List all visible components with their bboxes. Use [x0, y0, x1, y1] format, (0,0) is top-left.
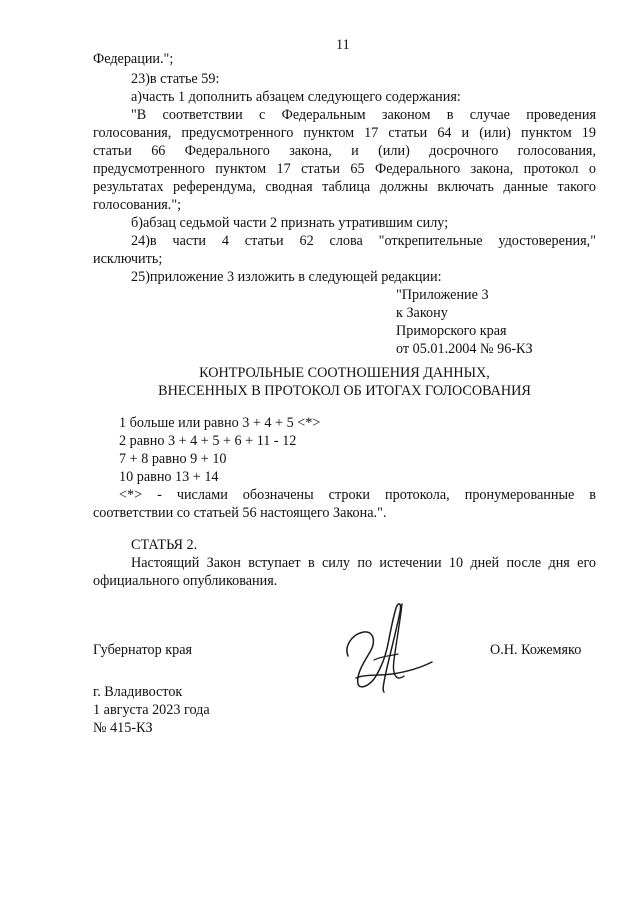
appendix-line: "Приложение 3 [396, 287, 489, 303]
text-line: Федерации."; [93, 51, 174, 67]
ratio-footnote: <*> - числами обозначены строки протокола, пронумерованные в [119, 487, 596, 503]
ratio-line: 7 + 8 равно 9 + 10 [119, 451, 227, 467]
ratio-line: 2 равно 3 + 4 + 5 + 6 + 11 - 12 [119, 433, 297, 449]
ratio-footnote: соответствии со статьей 56 настоящего Закона.". [93, 505, 387, 521]
text-line: 24)в части 4 статьи 62 слова "открепительные удостоверения," [131, 233, 596, 249]
text-line: голосования."; [93, 197, 182, 213]
footer-city: г. Владивосток [93, 684, 183, 700]
article-text: Настоящий Закон вступает в силу по истечении 10 дней после дня его [131, 555, 596, 571]
footer-date: 1 августа 2023 года [93, 702, 210, 718]
text-line: а)часть 1 дополнить абзацем следующего содержания: [131, 89, 461, 105]
text-line: предусмотренного пунктом 17 статьи 65 Федерального закона, протокол о [93, 161, 596, 177]
text-line: 23)в статье 59: [131, 71, 220, 87]
text-line: исключить; [93, 251, 163, 267]
text-line: 25)приложение 3 изложить в следующей редакции: [131, 269, 442, 285]
heading-line: ВНЕСЕННЫХ В ПРОТОКОЛ ОБ ИТОГАХ ГОЛОСОВАНИЯ [158, 383, 531, 399]
text-line: статьи 66 Федерального закона, и (или) досрочного голосования, [93, 143, 596, 159]
article-title: СТАТЬЯ 2. [131, 537, 198, 553]
ratio-line: 10 равно 13 + 14 [119, 469, 219, 485]
signatory-name: О.Н. Кожемяко [490, 642, 582, 658]
appendix-line: Приморского края [396, 323, 507, 339]
appendix-line: к Закону [396, 305, 448, 321]
heading-line: КОНТРОЛЬНЫЕ СООТНОШЕНИЯ ДАННЫХ, [199, 365, 490, 381]
handwritten-signature [326, 598, 438, 694]
page-number: 11 [336, 37, 350, 53]
text-line: результатах референдума, сводная таблица должны включать данные такого [93, 179, 596, 195]
ratio-line: 1 больше или равно 3 + 4 + 5 <*> [119, 415, 321, 431]
text-line: б)абзац седьмой части 2 признать утратившим силу; [131, 215, 449, 231]
text-line: голосования, предусмотренного пунктом 17 статьи 64 и (или) пунктом 19 [93, 125, 596, 141]
text-line: "В соответствии с Федеральным законом в случае проведения [131, 107, 596, 123]
article-text: официального опубликования. [93, 573, 278, 589]
appendix-line: от 05.01.2004 № 96-КЗ [396, 341, 533, 357]
signatory-position: Губернатор края [93, 642, 193, 658]
footer-number: № 415-КЗ [93, 720, 153, 736]
